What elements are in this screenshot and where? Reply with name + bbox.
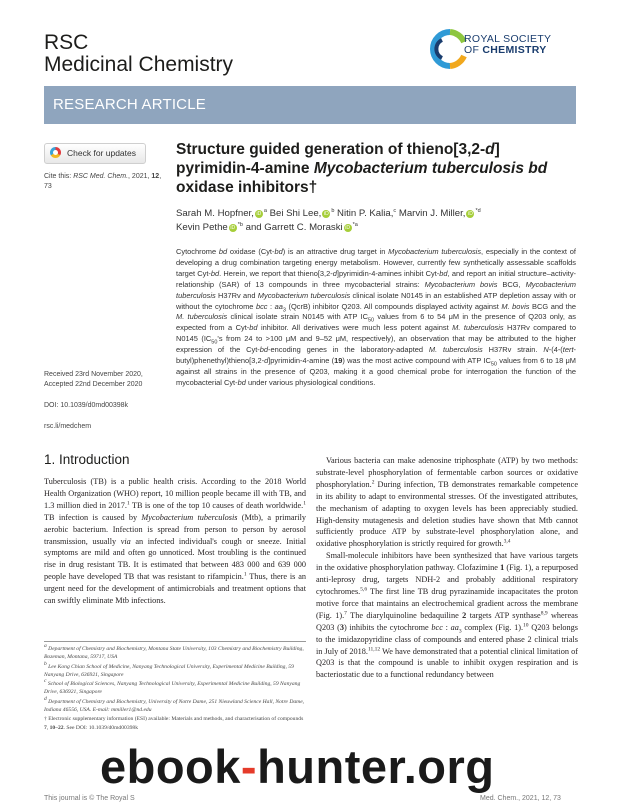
received-date: Received 23rd November 2020, — [44, 371, 143, 378]
cite-label: Cite this: — [44, 173, 72, 180]
page-citation: Med. Chem., 2021, 12, 73 — [480, 795, 561, 802]
body-column-right: Various bacteria can make adenosine triphosphate (ATP) by two methods: substrate-level phosphorylation of fermentable carbon sources or oxidative phosphorylation.$^2$ During infection, TB demonstrates remarkable competence in its ability to adapt to environmental stresses. Of the investigated attributes, the mechanism of adapting to oxygen levels has been appreciably studied. High-density mutagenesis and deletion studies have shown that Mtb cannot sufficiently produce ATP by substrate-level phosphorylation alone, and oxidative phosphorylation is strictly required for growth.$^{3,4}$ Small-molecule inhibitors have been synthesized that have various targets in the oxidative phosphorylation pathway. Clofazimine 1 (Fig. 1), a repurposed anti-leprosy drug, targets NDH-2 and probably additional respiratory cytochromes.$^{5,6}$ The first line TB drug pyrazinamide incapacitates the proton motive force that maintains an electrochemical gradient across the membrane (Fig. 1).$^7$ The diarylquinoline bedaquiline 2 targets ATP synthase$^{8,9}$ whereas Q203 (3) inhibits the cytochrome bcc : $aa_3$ complex (Fig. 1).$^{10}$ Q203 belongs to the imidazopyridine class of compounds and entered phase 2 clinical trials in July of 2018.$^{11,12}$ We have demonstrated that a potential clinical limitation of Q203 is that the compound is unable to inhibit oxygen respiration and is bacteriostatic due to a functional redundancy between — [316, 456, 579, 680]
journal-link[interactable]: rsc.li/medchem — [44, 423, 92, 430]
affiliation-mark: *d — [475, 207, 481, 214]
footnote-d: $^d$ Department of Chemistry and Biochemistry, University of Notre Dame, 251 Nieuwland Science Hall, Notre Dame, Indiana 46556, USA. E-mail: mmiller1@nd.edu — [44, 695, 305, 714]
cite-journal: RSC Med. Chem. — [73, 173, 129, 180]
author-moraski: and Garrett C. Moraski — [242, 222, 343, 233]
watermark-part1: ebook — [100, 740, 241, 793]
affiliation-mark: *a — [352, 221, 358, 228]
footnote-a: $^a$ Department of Chemistry and Biochemistry, Montana State University, 103 Chemistry and Biochemistry Building, Bozeman, Montana, 59717, USA — [44, 643, 304, 661]
publisher-line1: ROYAL SOCIETY — [464, 33, 552, 45]
author-hopfner: Sarah M. Hopfner, — [176, 208, 254, 219]
citation — [44, 172, 164, 192]
title-d: d — [485, 141, 495, 158]
publisher-chemistry: CHEMISTRY — [482, 44, 547, 56]
author-miller: Marvin J. Miller, — [396, 208, 466, 219]
title-organism: Mycobacterium tuberculosis bd — [313, 160, 548, 177]
doi[interactable]: DOI: 10.1039/d0md00398k — [44, 402, 129, 409]
publisher-of: OF — [464, 44, 483, 56]
copyright-line: This journal is © The Royal S — [44, 795, 135, 802]
author-pethe: Kevin Pethe — [176, 222, 228, 233]
author-lee: Bei Shi Lee, — [266, 208, 322, 219]
footnote-b: $^b$ Lee Kong Chian School of Medicine, Nanyang Technological University, Experimental Medicine Building, 59 Nanyang Drive, 636921, Singapore — [44, 660, 294, 678]
check-updates-label: Check for updates — [67, 148, 136, 158]
body-column-left: Tuberculosis (TB) is a public health crisis. According to the 2018 World Health Organization (WHO) report, 10 million people became ill with TB, and 1.3 million died in 2017.$^1$ TB is one of the top 10 causes of death worldwide.$^1$ TB infection is caused by Mycobacterium tuberculosis (Mtb), a primarily aerobic bacterium. Infection is spread from person to person by aerosol transmission, usually via an infected individual's cough or sneeze. Initial symptoms are mild and often go unnoticed. Most troubling is the continued rise in drug resistant TB. It is estimated that between 483 000 and 639 000 people have developed TB that was resistant to rifampicin.$^1$ Thus, there is an urgent need for the development of antimicrobials and treatment options that can swiftly eliminate Mtb infections. — [44, 477, 306, 606]
title-part3: pyrimidin-4-amine — [176, 160, 314, 177]
watermark-part2: hunter.org — [257, 740, 495, 793]
footnotes — [44, 645, 308, 733]
journal-name — [44, 32, 233, 76]
article-type-banner — [44, 86, 576, 124]
footnote-esi: † Electronic supplementary information (ESI) available: Materials and methods, and characterisation of compounds 7, 10–22. See DOI: 10.1039/d0md00398k — [44, 716, 304, 731]
orcid-icon[interactable]: iD — [256, 211, 262, 217]
title-part1: Structure guided generation of thieno[3,2- — [176, 141, 486, 158]
affiliation-mark: *b — [237, 221, 243, 228]
cite-year: , 2021, — [128, 173, 152, 180]
watermark-dash: - — [240, 740, 258, 793]
affiliation-mark: c — [393, 207, 397, 214]
journal-name-line1: RSC — [44, 31, 89, 54]
orcid-icon[interactable]: iD — [345, 225, 351, 231]
affiliation-mark: a — [263, 207, 267, 214]
orcid-icon[interactable]: iD — [323, 211, 329, 217]
check-updates-button[interactable] — [44, 143, 146, 164]
cite-page: , 73 — [44, 173, 162, 190]
abstract: Cytochrome bd oxidase (Cyt-bd) is an attractive drug target in Mycobacterium tuberculosis, especially in the context of developing a drug combination targeting energy metabolism. However, currently few synthetically assessable scaffolds target Cyt-bd. Herein, we report that thieno[3,2-d]pyrimidin-4-amines inhibit Cyt-bd, and report an initial structure–activity-relationship (SAR) of 13 compounds in three mycobacterial strains: Mycobacterium bovis BCG, Mycobacterium tuberculosis H37Rv and Mycobacterium tuberculosis clinical isolate N0145 in an established ATP depletion assay with or without the cytochrome bcc : $aa_3$ (QcrB) inhibitor Q203. All compounds displayed activity against M. bovis BCG and the M. tuberculosis clinical isolate strain N0145 with ATP $IC_{50}$ values from 6 to 54 μM in the presence of Q203 only, as expected from a Cyt-bd inhibitor. All derivatives were much less potent against M. tuberculosis H37Rv compared to N0145 ($IC_{50}'s$ from 24 to >100 μM and 9–52 μM, respectively), an observation that may be attributed to the higher expression of the Cyt-bd-encoding genes in the laboratory-adapted M. tuberculosis H37Rv strain. N-(4-(tert-butyl)phenethyl)thieno[3,2-d]pyrimidin-4-amine (19) was the most active compound with ATP $IC_{50}$ values from 6 to 18 μM against all strains in the presence of Q203, making it a good chemical probe for interrogation the function of the mycobacterial Cyt-bd under various physiological conditions. — [176, 247, 577, 387]
footnote-c: $^c$ School of Biological Sciences, Nanyang Technological University, Experimental Medicine Building, 59 Nanyang Drive, 636921, Singapore — [44, 678, 301, 696]
accepted-date: Accepted 22nd December 2020 — [44, 381, 143, 388]
title-part2: ] — [494, 141, 500, 158]
crossmark-icon — [50, 147, 61, 158]
section-heading: 1. Introduction — [44, 452, 130, 467]
author-kalia: Nitin P. Kalia, — [334, 208, 394, 219]
journal-name-line2: Medicinal Chemistry — [44, 53, 234, 76]
watermark-logo — [100, 737, 620, 797]
cite-volume: 12 — [151, 173, 160, 180]
author-list — [176, 207, 566, 235]
title-part4: oxidase inhibitors† — [176, 179, 318, 196]
publisher-name — [464, 34, 551, 56]
orcid-icon[interactable]: iD — [230, 225, 236, 231]
article-title — [176, 140, 556, 197]
footnote-divider — [44, 641, 306, 642]
publisher-line2 — [464, 45, 551, 56]
affiliation-mark: b — [331, 207, 335, 214]
orcid-icon[interactable]: iD — [468, 211, 473, 217]
article-type-label: RESEARCH ARTICLE — [53, 96, 206, 113]
